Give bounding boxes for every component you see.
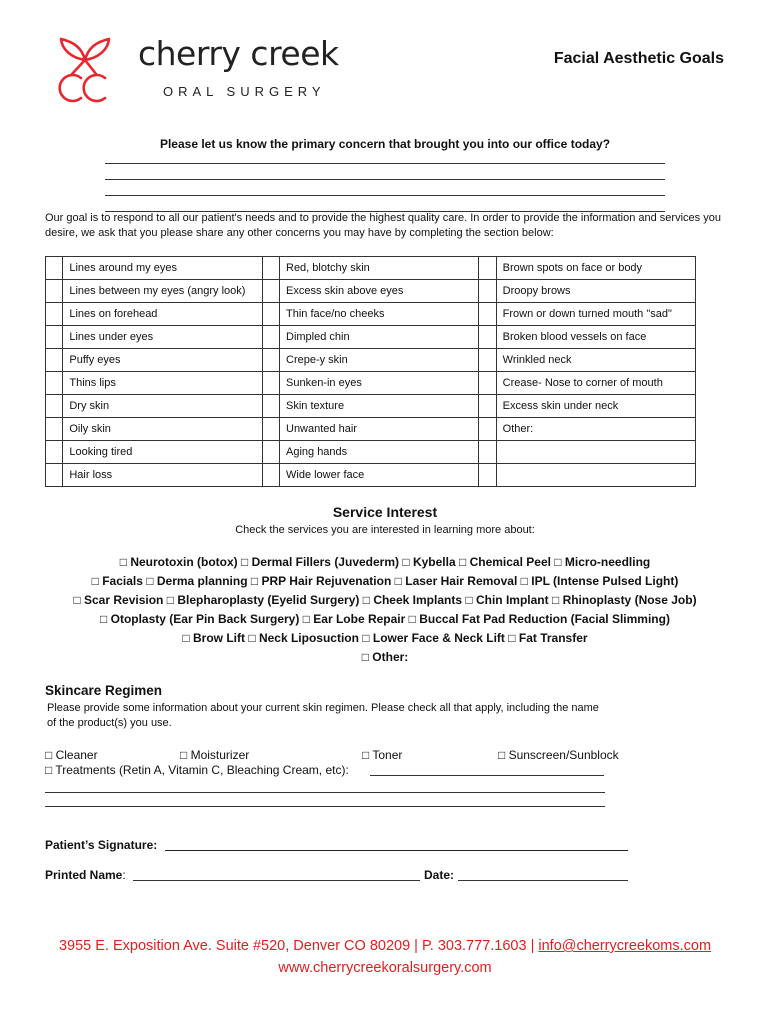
treatments-checkbox[interactable]: □ Treatments (Retin A, Vitamin C, Bleaching Cream, etc): bbox=[45, 763, 349, 777]
service-option-label: Blepharoplasty (Eyelid Surgery) bbox=[177, 593, 360, 607]
footer-address bbox=[0, 938, 770, 954]
service-checkbox[interactable]: □ bbox=[551, 593, 560, 607]
service-line bbox=[40, 629, 730, 648]
concern-checkbox[interactable] bbox=[262, 372, 279, 395]
concern-checkbox[interactable] bbox=[46, 372, 63, 395]
service-checkbox[interactable]: □ bbox=[408, 612, 416, 626]
service-checkbox[interactable]: □ bbox=[302, 612, 310, 626]
service-checkbox[interactable]: □ bbox=[91, 574, 99, 588]
concern-label: Droopy brows bbox=[496, 280, 695, 303]
concern-label: Dimpled chin bbox=[280, 326, 479, 349]
concern-checkbox[interactable] bbox=[479, 372, 496, 395]
concern-checkbox[interactable] bbox=[46, 326, 63, 349]
toner-checkbox[interactable]: □ Toner bbox=[362, 748, 403, 762]
concern-checkbox[interactable] bbox=[46, 441, 63, 464]
treatments-line-2[interactable] bbox=[45, 792, 605, 793]
concern-label: Wide lower face bbox=[280, 464, 479, 487]
service-checkbox[interactable]: □ bbox=[520, 574, 528, 588]
concern-label bbox=[496, 441, 695, 464]
service-checkbox[interactable]: □ bbox=[182, 631, 190, 645]
service-option-label: Neurotoxin (botox) bbox=[130, 555, 238, 569]
intro-paragraph: Our goal is to respond to all our patient's needs and to provide the highest quality care. In order to provide the information and services you desire, we ask that you please share any other concerns you may have by completing the section below: bbox=[45, 212, 721, 239]
service-option-label: Other: bbox=[372, 650, 409, 664]
concern-checkbox[interactable] bbox=[479, 280, 496, 303]
date-field[interactable] bbox=[458, 880, 628, 881]
concern-label: Unwanted hair bbox=[280, 418, 479, 441]
service-option-label: Lower Face & Neck Lift bbox=[372, 631, 505, 645]
service-option-label: Laser Hair Removal bbox=[405, 574, 518, 588]
service-option-label: IPL (Intense Pulsed Light) bbox=[531, 574, 679, 588]
concern-checkbox[interactable] bbox=[46, 464, 63, 487]
printed-name-colon: : bbox=[122, 868, 126, 882]
concern-checkbox[interactable] bbox=[262, 303, 279, 326]
service-option-label: Rhinoplasty (Nose Job) bbox=[562, 593, 697, 607]
table-row bbox=[46, 418, 696, 441]
service-option-label: Micro-needling bbox=[564, 555, 651, 569]
service-option-label: Fat Transfer bbox=[518, 631, 588, 645]
primary-concern-question: Please let us know the primary concern that brought you into our office today? bbox=[159, 137, 611, 151]
concern-checkbox[interactable] bbox=[479, 441, 496, 464]
concern-answer-line-1[interactable] bbox=[105, 163, 665, 164]
service-checkbox[interactable]: □ bbox=[100, 612, 108, 626]
service-checkbox[interactable]: □ bbox=[250, 574, 259, 588]
concern-label: Thins lips bbox=[63, 372, 262, 395]
service-checkbox[interactable]: □ bbox=[458, 555, 467, 569]
service-option-label: Chin Implant bbox=[475, 593, 549, 607]
service-option-label: Ear Lobe Repair bbox=[313, 612, 406, 626]
service-checkbox[interactable]: □ bbox=[362, 631, 370, 645]
concern-answer-line-3[interactable] bbox=[105, 195, 665, 196]
service-checkbox[interactable]: □ bbox=[465, 593, 473, 607]
concern-label: Dry skin bbox=[63, 395, 262, 418]
treatments-line-3[interactable] bbox=[45, 806, 605, 807]
concern-checkbox[interactable] bbox=[262, 257, 279, 280]
concern-checkbox[interactable] bbox=[46, 303, 63, 326]
footer-email-link[interactable]: info@cherrycreekoms.com bbox=[538, 938, 712, 954]
service-option-label: Facials bbox=[102, 574, 143, 588]
concern-label: Aging hands bbox=[280, 441, 479, 464]
concern-label: Broken blood vessels on face bbox=[496, 326, 695, 349]
table-row bbox=[46, 349, 696, 372]
logo-subtitle: ORAL SURGERY bbox=[163, 84, 326, 99]
service-checkbox[interactable]: □ bbox=[248, 631, 256, 645]
concern-label: Lines around my eyes bbox=[63, 257, 262, 280]
table-row bbox=[46, 441, 696, 464]
table-row bbox=[46, 303, 696, 326]
concern-label: Lines on forehead bbox=[63, 303, 262, 326]
concern-checkbox[interactable] bbox=[262, 395, 279, 418]
table-row bbox=[46, 326, 696, 349]
sunscreen-checkbox[interactable]: □ Sunscreen/Sunblock bbox=[498, 748, 619, 762]
service-checkbox[interactable]: □ bbox=[73, 593, 81, 607]
date-label: Date: bbox=[424, 868, 455, 882]
service-interest-title: Service Interest bbox=[332, 504, 438, 520]
moisturizer-checkbox[interactable]: □ Moisturizer bbox=[180, 748, 250, 762]
printed-name-field[interactable] bbox=[133, 880, 420, 881]
service-checkbox[interactable]: □ bbox=[146, 574, 154, 588]
service-checkbox[interactable]: □ bbox=[508, 631, 516, 645]
concern-checkbox[interactable] bbox=[262, 280, 279, 303]
concern-checkbox[interactable] bbox=[262, 464, 279, 487]
service-option-label: PRP Hair Rejuvenation bbox=[261, 574, 392, 588]
concern-label: Crease- Nose to corner of mouth bbox=[496, 372, 695, 395]
concern-label: Wrinkled neck bbox=[496, 349, 695, 372]
skincare-title: Skincare Regimen bbox=[45, 683, 163, 698]
concern-label: Oily skin bbox=[63, 418, 262, 441]
concern-label bbox=[496, 464, 695, 487]
footer-website-link[interactable]: www.cherrycreekoralsurgery.com bbox=[278, 960, 492, 976]
concern-checkbox[interactable] bbox=[262, 441, 279, 464]
service-line bbox=[40, 553, 730, 572]
concern-label: Brown spots on face or body bbox=[496, 257, 695, 280]
concern-label: Lines under eyes bbox=[63, 326, 262, 349]
service-option-label: Dermal Fillers (Juvederm) bbox=[251, 555, 400, 569]
service-option-label: Brow Lift bbox=[193, 631, 245, 645]
printed-name-label: Printed Name bbox=[45, 868, 123, 882]
service-option-label: Derma planning bbox=[156, 574, 248, 588]
table-row bbox=[46, 464, 696, 487]
concern-checkbox[interactable] bbox=[46, 257, 63, 280]
cherry-logo-icon bbox=[52, 30, 118, 104]
service-option-label: Otoplasty (Ear Pin Back Surgery) bbox=[110, 612, 300, 626]
concern-label: Thin face/no cheeks bbox=[280, 303, 479, 326]
table-row bbox=[46, 280, 696, 303]
concern-label: Excess skin above eyes bbox=[280, 280, 479, 303]
concern-label: Skin texture bbox=[280, 395, 479, 418]
concern-checkbox[interactable] bbox=[479, 464, 496, 487]
service-option-label: Scar Revision bbox=[84, 593, 164, 607]
concern-checkbox[interactable] bbox=[262, 349, 279, 372]
concern-label: Puffy eyes bbox=[63, 349, 262, 372]
service-checkbox[interactable]: □ bbox=[166, 593, 174, 607]
service-line bbox=[40, 572, 730, 591]
concern-label: Hair loss bbox=[63, 464, 262, 487]
service-checkbox[interactable]: □ bbox=[362, 593, 370, 607]
concern-checkbox[interactable] bbox=[479, 257, 496, 280]
footer-address-text: 3955 E. Exposition Ave. Suite #520, Denver CO 80209 | P. 303.777.1603 | bbox=[58, 938, 539, 954]
concern-checkbox[interactable] bbox=[46, 280, 63, 303]
concern-checkbox[interactable] bbox=[262, 326, 279, 349]
table-row bbox=[46, 372, 696, 395]
concern-label: Other: bbox=[496, 418, 695, 441]
concern-label: Crepe-y skin bbox=[280, 349, 479, 372]
service-checkbox[interactable]: □ bbox=[119, 555, 127, 569]
concern-checkbox[interactable] bbox=[46, 395, 63, 418]
service-option-label: Chemical Peel bbox=[469, 555, 551, 569]
concern-checkbox[interactable] bbox=[46, 349, 63, 372]
skincare-description: Please provide some information about your current skin regimen. Please check all that apply, including the name of the product(s) you use. bbox=[47, 702, 599, 729]
logo-wordmark: cherry creek bbox=[138, 34, 339, 73]
service-checkbox[interactable]: □ bbox=[554, 555, 562, 569]
service-line bbox=[40, 648, 730, 667]
service-checkbox[interactable]: □ bbox=[402, 555, 410, 569]
concern-label: Lines between my eyes (angry look) bbox=[63, 280, 262, 303]
concern-answer-line-2[interactable] bbox=[105, 179, 665, 180]
concern-label: Frown or down turned mouth "sad" bbox=[496, 303, 695, 326]
service-checkbox[interactable]: □ bbox=[394, 574, 402, 588]
service-checkbox[interactable]: □ bbox=[361, 650, 369, 664]
service-line bbox=[40, 610, 730, 629]
service-options bbox=[40, 553, 730, 667]
signature-label: Patient’s Signature: bbox=[45, 838, 158, 852]
service-option-label: Cheek Implants bbox=[373, 593, 463, 607]
table-row bbox=[46, 257, 696, 280]
service-option-label: Neck Liposuction bbox=[258, 631, 359, 645]
concern-checkbox[interactable] bbox=[479, 303, 496, 326]
table-row bbox=[46, 395, 696, 418]
service-interest-subtitle: Check the services you are interested in learning more about: bbox=[235, 524, 535, 536]
concerns-table bbox=[45, 256, 696, 487]
service-option-label: Buccal Fat Pad Reduction (Facial Slimming) bbox=[419, 612, 670, 626]
concern-label: Excess skin under neck bbox=[496, 395, 695, 418]
treatments-line[interactable] bbox=[370, 775, 604, 776]
service-line bbox=[40, 591, 730, 610]
concern-label: Looking tired bbox=[63, 441, 262, 464]
document-title: Facial Aesthetic Goals bbox=[553, 50, 724, 67]
concern-label: Sunken-in eyes bbox=[280, 372, 479, 395]
service-checkbox[interactable]: □ bbox=[241, 555, 249, 569]
service-option-label: Kybella bbox=[412, 555, 456, 569]
concern-checkbox[interactable] bbox=[479, 395, 496, 418]
concern-label: Red, blotchy skin bbox=[280, 257, 479, 280]
concern-checkbox[interactable] bbox=[479, 418, 496, 441]
concern-checkbox[interactable] bbox=[262, 418, 279, 441]
printed-name-label-wrap bbox=[45, 868, 126, 882]
concern-checkbox[interactable] bbox=[479, 326, 496, 349]
concern-checkbox[interactable] bbox=[479, 349, 496, 372]
cleaner-checkbox[interactable]: □ Cleaner bbox=[45, 748, 98, 762]
signature-field[interactable] bbox=[165, 850, 628, 851]
concern-checkbox[interactable] bbox=[46, 418, 63, 441]
